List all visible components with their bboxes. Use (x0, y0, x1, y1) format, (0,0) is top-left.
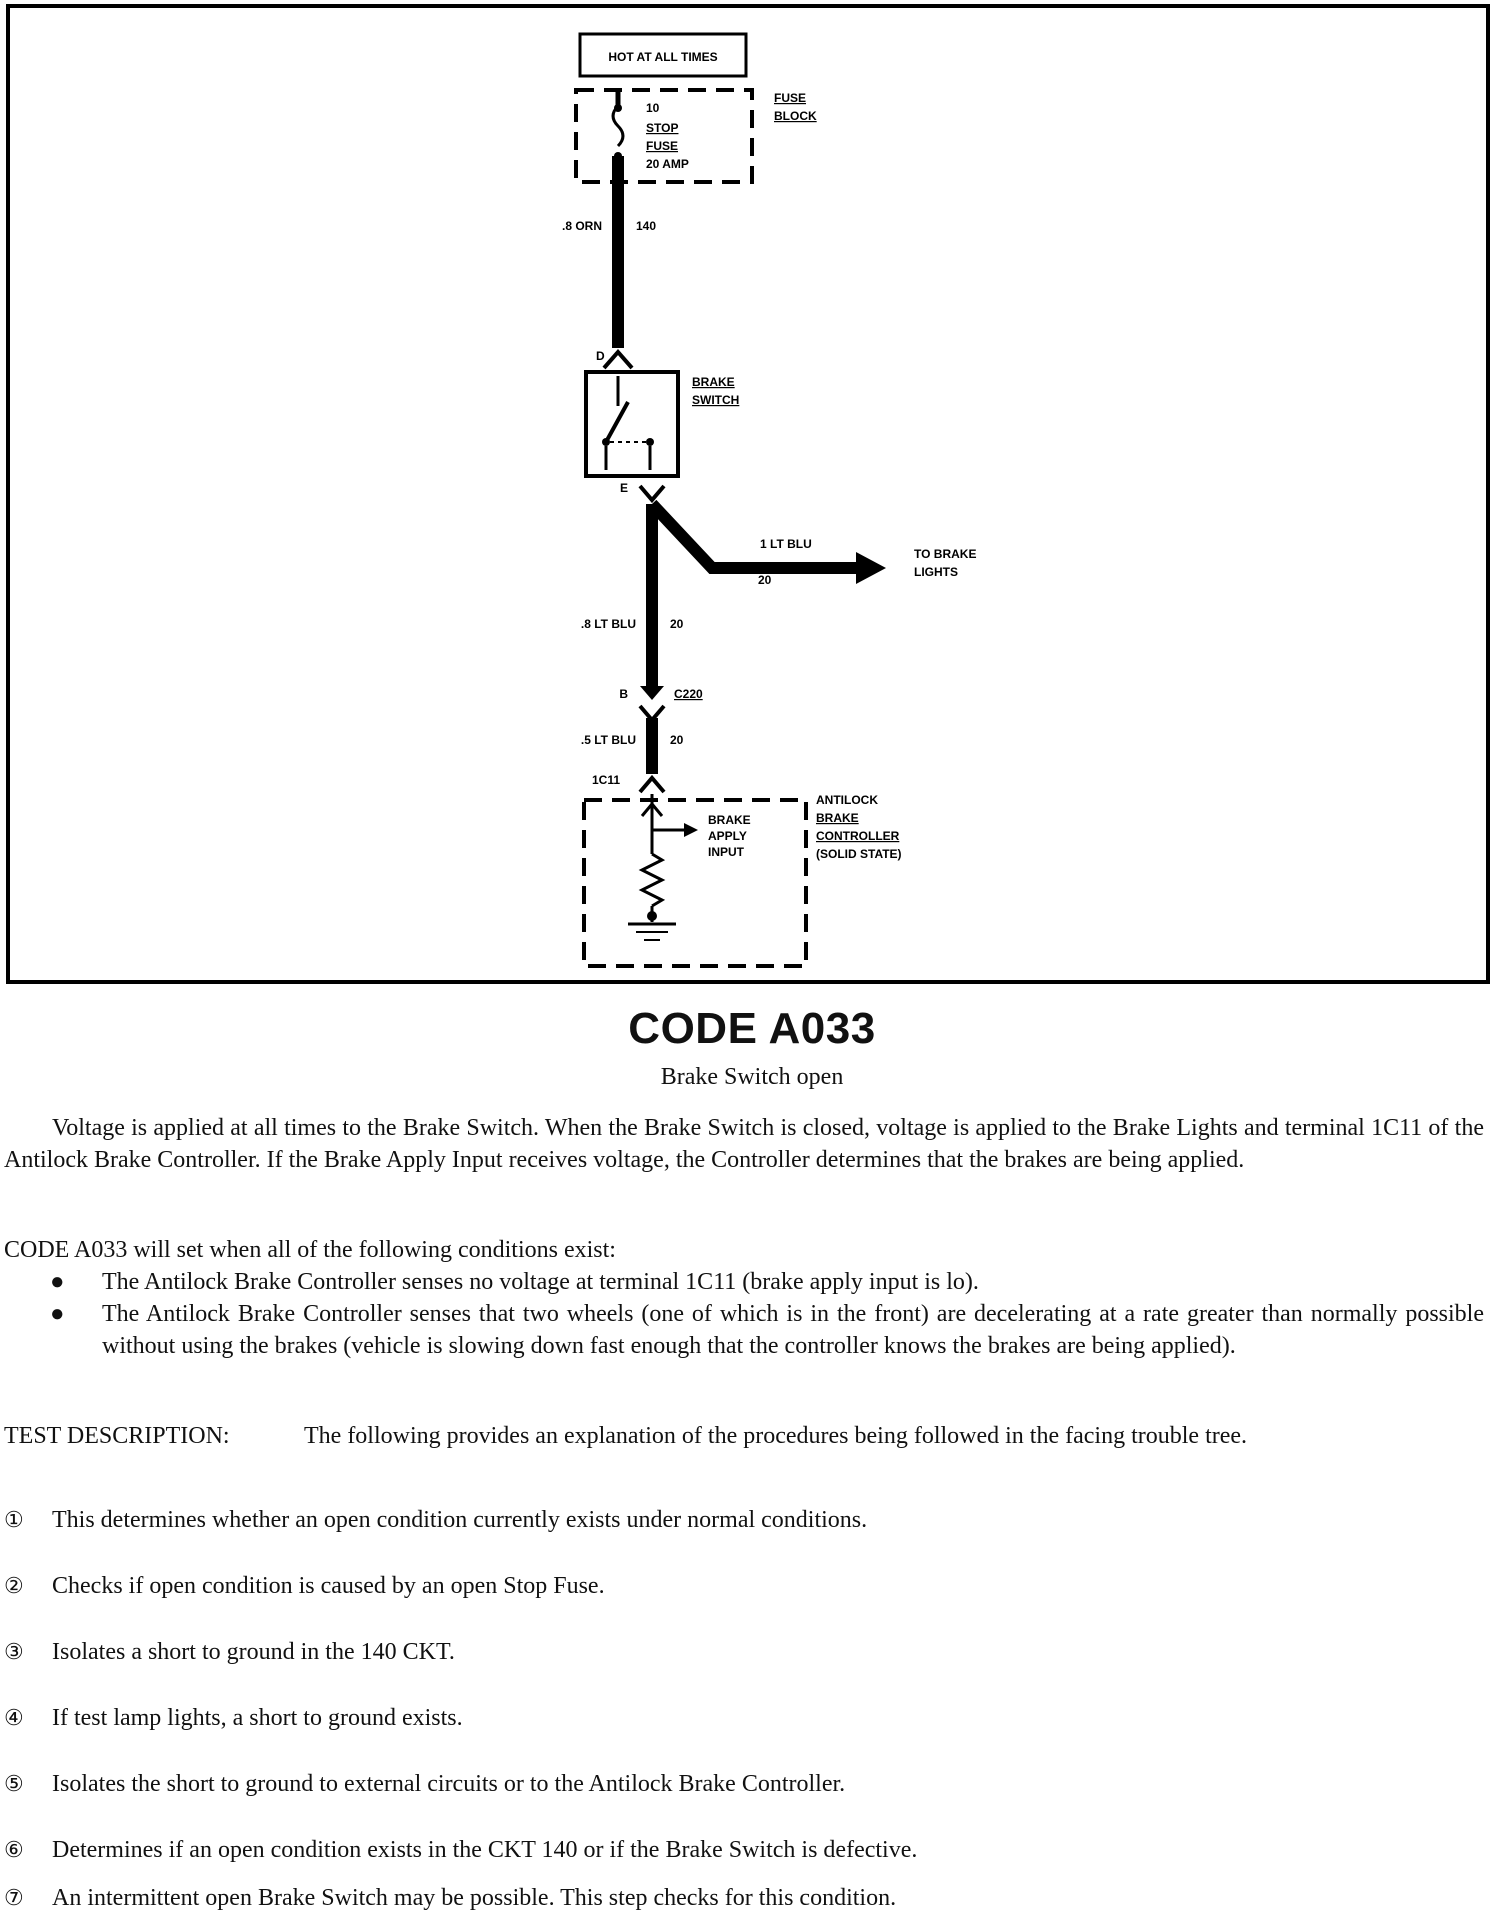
step-number-icon: ⑦ (4, 1885, 24, 1910)
test-description-text: The following provides an explanation of the procedures being followed in the facing trouble tree. (304, 1423, 1248, 1449)
code-title: CODE A033 (628, 1004, 876, 1053)
brake-switch-label-1: BRAKE (692, 375, 735, 389)
switch-out-terminal (640, 486, 664, 500)
brake-apply-input-label-1: BRAKE (708, 813, 751, 827)
switch-contact-arm (606, 402, 628, 442)
brake-switch-label-2: SWITCH (692, 393, 740, 407)
controller-name-2: BRAKE (816, 811, 859, 825)
step-number-icon: ④ (4, 1705, 24, 1730)
step-text: Determines if an open condition exists in the CKT 140 or if the Brake Switch is defective. (52, 1837, 918, 1863)
wire-140-circuit: 140 (636, 219, 657, 233)
step-number-icon: ② (4, 1573, 24, 1598)
switch-in-terminal (604, 352, 632, 368)
controller-box (584, 800, 806, 966)
lights-wire-circuit: 20 (758, 573, 772, 587)
switch-terminal-e: E (620, 481, 629, 495)
controller-name-4: (SOLID STATE) (816, 847, 902, 861)
wiring-diagram (10, 8, 1486, 980)
step-number-icon: ⑥ (4, 1837, 24, 1862)
brake-lights-label-1: TO BRAKE (914, 547, 977, 561)
fuse-name-1: STOP (646, 121, 679, 135)
pulldown-resistor (642, 854, 662, 906)
step-text: Isolates the short to ground to external circuits or to the Antilock Brake Controller. (52, 1771, 846, 1797)
step-text: Checks if open condition is caused by an open Stop Fuse. (52, 1573, 605, 1599)
bullet-icon: ● (50, 1301, 65, 1327)
switch-terminal-d: D (596, 349, 605, 363)
step-number-icon: ① (4, 1507, 24, 1532)
fuse-block-label-2: BLOCK (774, 109, 817, 123)
brake-apply-input-arrow (684, 823, 698, 837)
fuse-terminal-top (614, 104, 622, 112)
conditions-lead: CODE A033 will set when all of the following conditions exist: (4, 1237, 616, 1263)
step-text: If test lamp lights, a short to ground exists. (52, 1705, 463, 1731)
step-text: This determines whether an open condition currently exists under normal conditions. (52, 1507, 868, 1533)
brake-lights-arrow (856, 552, 886, 584)
step-text: An intermittent open Brake Switch may be possible. This step checks for this condition. (52, 1885, 897, 1911)
brake-lights-label-2: LIGHTS (914, 565, 958, 579)
controller-terminal (640, 778, 664, 792)
bullet-icon: ● (50, 1269, 65, 1295)
wire-to-brake-lights (652, 504, 860, 568)
connector-name: C220 (674, 687, 703, 701)
power-source-label: HOT AT ALL TIMES (608, 50, 718, 64)
wire-20-lower-circuit: 20 (670, 733, 684, 747)
switch-contact-b (646, 438, 654, 446)
fuse-rating: 20 AMP (646, 157, 689, 171)
ground-node (647, 911, 657, 921)
lights-wire-gauge: 1 LT BLU (760, 537, 812, 551)
fuse-name-2: FUSE (646, 139, 679, 153)
step-text: Isolates a short to ground in the 140 CKT. (52, 1639, 455, 1665)
step-number-icon: ⑤ (4, 1771, 24, 1796)
wire-140-gauge: .8 ORN (561, 219, 602, 233)
step-number-icon: ③ (4, 1639, 24, 1664)
code-subtitle: Brake Switch open (660, 1064, 844, 1090)
controller-terminal-label: 1C11 (592, 773, 621, 787)
test-description-label: TEST DESCRIPTION: (4, 1423, 230, 1449)
fuse-number: 10 (646, 101, 660, 115)
wire-20-upper-gauge: .8 LT BLU (580, 617, 636, 631)
switch-contact-a (602, 438, 610, 446)
controller-name-1: ANTILOCK (816, 793, 878, 807)
brake-switch-box (586, 372, 678, 476)
connector-c220-female (640, 706, 664, 720)
connector-pin: B (619, 687, 628, 701)
condition-text: The Antilock Brake Controller senses no voltage at terminal 1C11 (brake apply input is lo). (102, 1269, 979, 1295)
controller-name-3: CONTROLLER (816, 829, 900, 843)
wire-20-upper-circuit: 20 (670, 617, 684, 631)
brake-apply-input-label-2: APPLY (708, 829, 747, 843)
wiring-diagram-frame (6, 4, 1490, 984)
fuse-block-label-1: FUSE (774, 91, 807, 105)
condition-text: The Antilock Brake Controller senses that two wheels (one of which is in the front) are decelerating at a rate greater than normally possible without using the brakes (vehicle is slowing down fast enough that the controller knows the brakes are being applied). (102, 1301, 1484, 1359)
intro-paragraph: Voltage is applied at all times to the Brake Switch. When the Brake Switch is closed, voltage is applied to the Brake Lights and terminal 1C11 of the Antilock Brake Controller. If the Brake Apply Input receives voltage, the Controller determines that the brakes are being applied. (4, 1115, 1484, 1173)
connector-c220-male (640, 686, 664, 700)
wire-20-lower-gauge: .5 LT BLU (580, 733, 636, 747)
brake-apply-input-label-3: INPUT (708, 845, 744, 859)
